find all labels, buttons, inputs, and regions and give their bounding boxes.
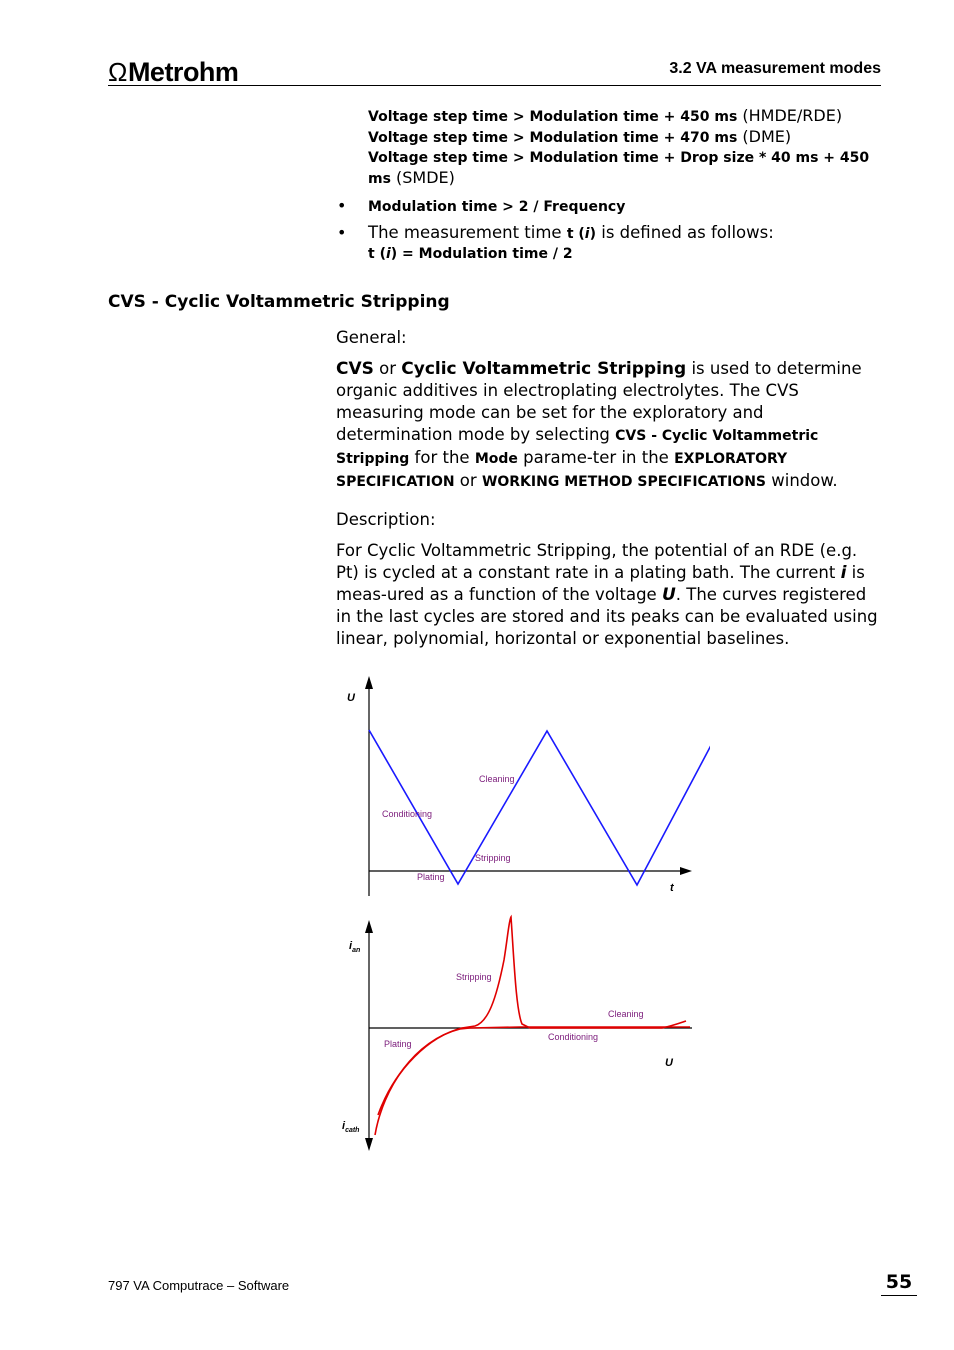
p1-or-2: or [454,471,482,490]
bullet-1 [368,196,625,217]
p1-window-2: WORKING METHOD SPECIFICATIONS [481,474,767,490]
p1-param-text: parame-ter in the [517,448,675,467]
general-label: General: [336,328,407,347]
p2-b: is meas-ured as a function of the voltage [336,563,865,604]
bullet-1-text: Modulation time > 2 / Frequency [368,199,626,215]
condition-2-suffix: (DME) [737,127,792,146]
label-stripping: Stripping [456,972,492,982]
formula-a: t ( [368,246,386,262]
current-voltage-diagram [330,905,710,1155]
p1-name: Cyclic Voltammetric Stripping [401,359,687,379]
label-plating: Plating [384,1039,412,1049]
voltage-time-diagram [330,670,710,900]
paragraph-description [336,540,881,650]
y-axis-top-label: $i_{an}$ [349,940,361,954]
current-curve-forward [375,1027,690,1135]
description-label: Description: [336,510,436,529]
page-number: 55 [881,1271,917,1296]
label-cleaning: Cleaning [608,1009,644,1019]
p2-u: U [661,585,676,605]
condition-line-1 [368,106,842,127]
p1-window-1: EXPLORATORY SPECIFICATION [336,451,788,490]
paragraph-general [336,358,881,493]
bullet-icon: • [337,196,347,215]
bullet-2-post: is defined as follows: [596,223,774,242]
label-stripping: Stripping [475,853,511,863]
p2-a: For Cyclic Voltammetric Stripping, the potential of an RDE (e.g. Pt) is cycled at a constant rate in a plating bath. The current [336,541,858,582]
bullet-2-code-a: t ( [566,226,585,242]
p1-window: window. [766,471,838,490]
omega-logo-icon: Ω [108,57,127,87]
metrohm-logo [108,56,238,88]
p1-rest: is used to determine organic additives in electroplating electrolytes. The CVS measuring mode can be set for the exploratory and determination mode by selecting [336,359,862,444]
voltage-triangle-wave [369,730,710,885]
condition-line-3 [368,147,869,168]
label-cleaning: Cleaning [479,774,515,784]
x-axis-label: t [670,882,674,894]
bullet-2-formula [368,243,573,264]
condition-line-4 [368,168,455,189]
header-rule [108,85,881,86]
formula-b: ) = Modulation time / 2 [390,246,573,262]
footer-product: 797 VA Computrace – Software [108,1278,290,1293]
p2-i: i [840,563,847,583]
label-conditioning: Conditioning [548,1032,599,1042]
p1-mode: Mode [474,451,518,467]
x-axis-label: U [665,1057,673,1069]
y-axis-arrow-icon [365,920,373,933]
bullet-2 [368,223,774,244]
p2-c: . The curves registered in the last cycles are stored and its peaks can be evaluated using linear, polynomial, horizontal or exponential baselines. [336,585,878,648]
header-section-title: 3.2 VA measurement modes [669,60,881,77]
condition-1-text: Voltage step time > Modulation time + 450 ms [368,109,738,125]
condition-4-text: ms [368,171,391,187]
label-plating: Plating [417,872,445,882]
p1-or: or [373,359,402,378]
condition-1-suffix: (HMDE/RDE) [737,106,843,125]
x-axis-arrow-icon [680,867,692,875]
bullet-2-code-b: ) [589,226,597,242]
condition-2-text: Voltage step time > Modulation time + 470 ms [368,130,738,146]
logo-text: Metrohm [127,57,239,87]
p1-param: CVS - Cyclic Voltammetric Stripping [336,428,819,467]
condition-line-2 [368,127,791,148]
y-axis-bottom-label: $i_{cath}$ [342,1120,360,1134]
p1-cvs: CVS [336,359,374,379]
bullet-2-pre: The measurement time [368,223,567,242]
section-heading: CVS - Cyclic Voltammetric Stripping [108,292,450,312]
bullet-2-code-i: i [584,226,590,242]
p1-for: for the [409,448,475,467]
condition-3-text: Voltage step time > Modulation time + Drop size * 40 ms + 450 [368,150,870,166]
y-axis-label: U [347,692,355,704]
y-axis-arrow-down-icon [365,1138,373,1151]
bullet-icon: • [337,223,347,242]
label-conditioning: Conditioning [382,809,433,819]
condition-4-suffix: (SMDE) [390,168,455,187]
formula-i: i [385,246,391,262]
y-axis-arrow-icon [365,676,373,689]
